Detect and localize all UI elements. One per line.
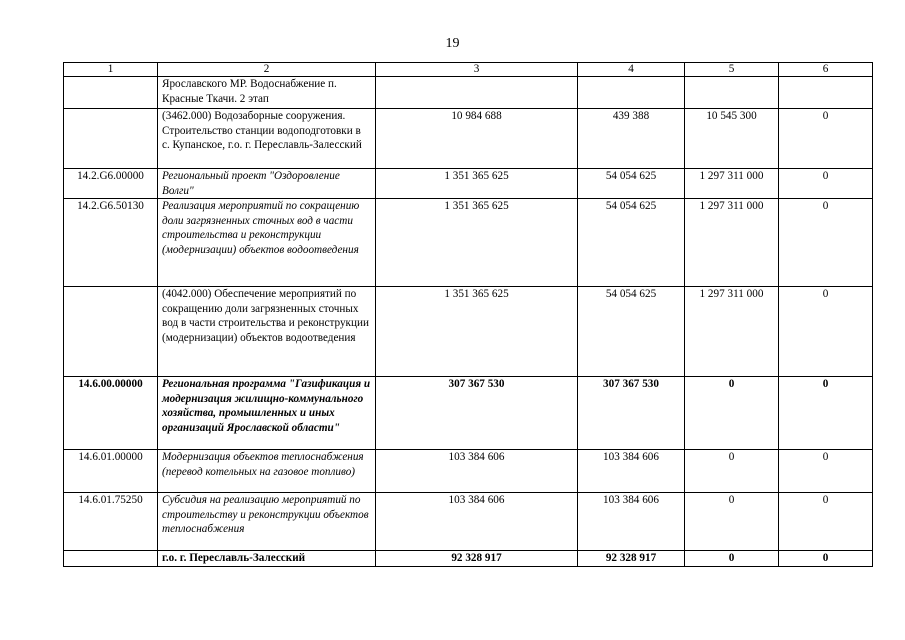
- table-row: [64, 377, 873, 450]
- name-cell: Ярославского МР. Водоснабжение п. Красные Ткачи. 2 этап: [158, 77, 376, 109]
- column-number-header-row: [64, 63, 873, 77]
- code-cell: [64, 287, 158, 377]
- other-cell: 0: [779, 493, 873, 551]
- total-cell: 103 384 606: [376, 450, 578, 493]
- code-cell: 14.6.00.00000: [64, 377, 158, 450]
- name-cell: Региональный проект "Оздоровление Волги": [158, 169, 376, 199]
- code-cell: [64, 109, 158, 169]
- regional-cell: 439 388: [578, 109, 685, 169]
- other-cell: [779, 77, 873, 109]
- name-cell: Субсидия на реализацию мероприятий по строительству и реконструкции объектов теплоснабжения: [158, 493, 376, 551]
- total-cell: 92 328 917: [376, 551, 578, 567]
- table-row: [64, 109, 873, 169]
- regional-cell: 103 384 606: [578, 450, 685, 493]
- page-number: 19: [445, 36, 460, 51]
- regional-cell: 54 054 625: [578, 199, 685, 287]
- code-cell: 14.6.01.75250: [64, 493, 158, 551]
- name-cell: (4042.000) Обеспечение мероприятий по сокращению доли загрязненных сточных вод в части строительства и реконструкции (модернизации) объектов водоотведения: [158, 287, 376, 377]
- table-row: [64, 287, 873, 377]
- federal-cell: 0: [685, 450, 779, 493]
- federal-cell: [685, 77, 779, 109]
- regional-cell: 307 367 530: [578, 377, 685, 450]
- table-row: [64, 551, 873, 567]
- table-row: [64, 199, 873, 287]
- other-cell: 0: [779, 450, 873, 493]
- other-cell: 0: [779, 169, 873, 199]
- table-row: [64, 450, 873, 493]
- total-cell: 1 351 365 625: [376, 199, 578, 287]
- column-number-header: 3: [376, 63, 578, 77]
- name-cell: (3462.000) Водозаборные сооружения. Строительство станции водоподготовки в с. Купанское, г.о. г. Переславль-Залесский: [158, 109, 376, 169]
- other-cell: 0: [779, 199, 873, 287]
- code-cell: 14.2.G6.00000: [64, 169, 158, 199]
- column-number-header: 4: [578, 63, 685, 77]
- federal-cell: 0: [685, 377, 779, 450]
- name-cell: Региональная программа "Газификация и модернизация жилищно-коммунального хозяйства, промышленных и иных организаций Ярославской области": [158, 377, 376, 450]
- total-cell: 10 984 688: [376, 109, 578, 169]
- total-cell: [376, 77, 578, 109]
- code-cell: 14.2.G6.50130: [64, 199, 158, 287]
- name-cell: г.о. г. Переславль-Залесский: [158, 551, 376, 567]
- federal-cell: 10 545 300: [685, 109, 779, 169]
- total-cell: 1 351 365 625: [376, 169, 578, 199]
- regional-cell: 103 384 606: [578, 493, 685, 551]
- total-cell: 1 351 365 625: [376, 287, 578, 377]
- regional-cell: 54 054 625: [578, 169, 685, 199]
- total-cell: 307 367 530: [376, 377, 578, 450]
- federal-cell: 0: [685, 493, 779, 551]
- table-row: [64, 169, 873, 199]
- federal-cell: 0: [685, 551, 779, 567]
- code-cell: [64, 77, 158, 109]
- other-cell: 0: [779, 377, 873, 450]
- federal-cell: 1 297 311 000: [685, 287, 779, 377]
- name-cell: Реализация мероприятий по сокращению доли загрязненных сточных вод в части строительства и реконструкции (модернизации) объектов водоотведения: [158, 199, 376, 287]
- table-row: [64, 77, 873, 109]
- other-cell: 0: [779, 551, 873, 567]
- code-cell: [64, 551, 158, 567]
- budget-table: [63, 62, 873, 567]
- column-number-header: 2: [158, 63, 376, 77]
- regional-cell: 92 328 917: [578, 551, 685, 567]
- regional-cell: [578, 77, 685, 109]
- column-number-header: 6: [779, 63, 873, 77]
- federal-cell: 1 297 311 000: [685, 199, 779, 287]
- column-number-header: 1: [64, 63, 158, 77]
- table-row: [64, 493, 873, 551]
- name-cell: Модернизация объектов теплоснабжения (перевод котельных на газовое топливо): [158, 450, 376, 493]
- regional-cell: 54 054 625: [578, 287, 685, 377]
- other-cell: 0: [779, 109, 873, 169]
- column-number-header: 5: [685, 63, 779, 77]
- federal-cell: 1 297 311 000: [685, 169, 779, 199]
- code-cell: 14.6.01.00000: [64, 450, 158, 493]
- other-cell: 0: [779, 287, 873, 377]
- total-cell: 103 384 606: [376, 493, 578, 551]
